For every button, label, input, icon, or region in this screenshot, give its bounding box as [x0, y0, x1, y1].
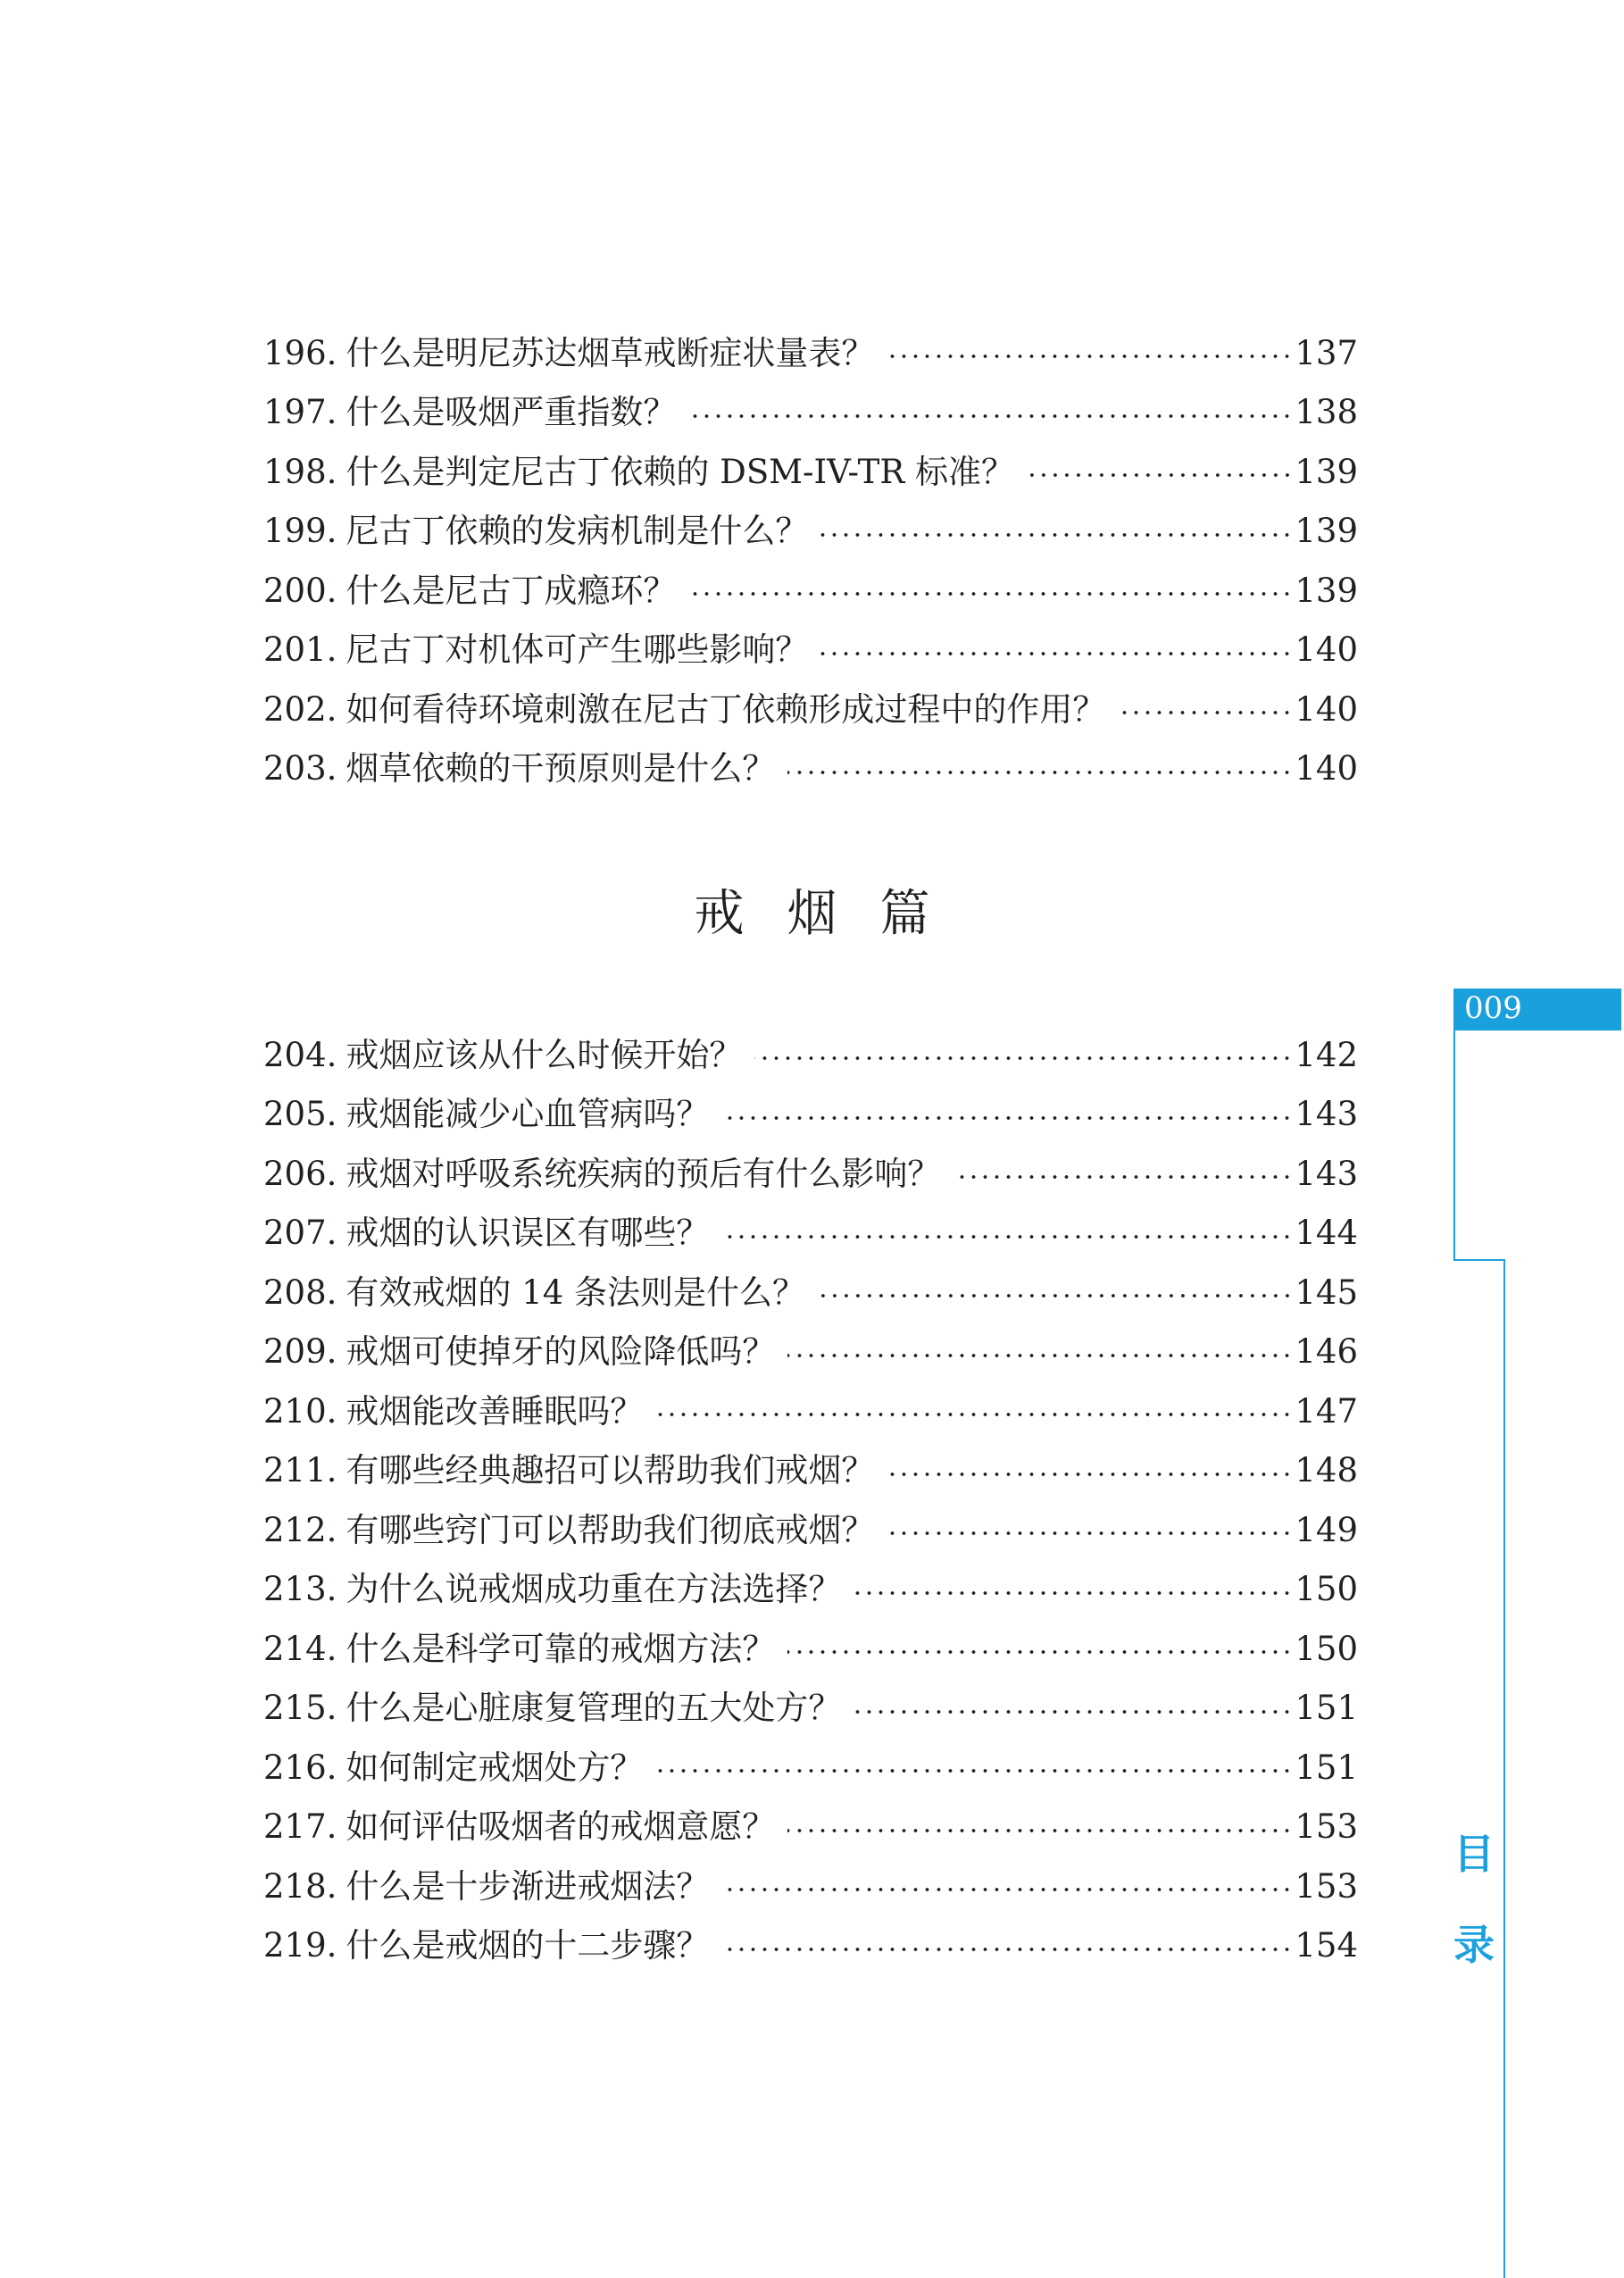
toc-entry-page: 138 [1295, 393, 1358, 432]
dot-leader [887, 1531, 1293, 1536]
toc-entry-title: 如何评估吸烟者的戒烟意愿？ [346, 1807, 776, 1847]
toc-entry-page: 137 [1295, 333, 1358, 372]
toc-entry-title: 戒烟能减少心血管病吗？ [346, 1095, 710, 1134]
dot-leader [721, 1234, 1293, 1239]
toc-entry[interactable] [263, 739, 1358, 799]
toc-entry-number: 219. [263, 1926, 337, 1965]
toc-entry-page: 146 [1295, 1332, 1358, 1372]
side-label-char: 目 [1453, 1830, 1495, 1878]
toc-entry-page: 139 [1295, 452, 1358, 491]
toc-entry-title: 什么是心脏康复管理的五大处方？ [346, 1689, 842, 1728]
toc-entry-number: 203. [263, 749, 337, 789]
toc-entry-number: 204. [263, 1035, 337, 1074]
toc-entry-title: 有哪些窍门可以帮助我们彻底戒烟？ [346, 1510, 875, 1549]
toc-entry-page: 140 [1295, 630, 1358, 670]
toc-entry[interactable] [263, 1857, 1358, 1916]
toc-entry-number: 200. [263, 571, 337, 610]
dot-leader [820, 651, 1293, 656]
toc-entry-page: 148 [1295, 1451, 1358, 1490]
toc-entry[interactable] [263, 1738, 1358, 1798]
toc-entry-number: 212. [263, 1510, 337, 1549]
toc-entry-number: 201. [263, 630, 337, 670]
toc-entry-title: 戒烟应该从什么时候开始？ [346, 1035, 743, 1074]
toc-entry-title: 尼古丁依赖的发病机制是什么？ [346, 512, 809, 551]
toc-entry-number: 211. [263, 1451, 337, 1490]
side-label-char: 录 [1453, 1921, 1495, 1969]
toc-entry-title: 戒烟的认识误区有哪些？ [346, 1214, 710, 1253]
dot-leader [854, 1709, 1293, 1715]
toc-entry[interactable] [263, 502, 1358, 562]
toc-entry-page: 139 [1295, 571, 1358, 610]
toc-entry-page: 151 [1295, 1748, 1358, 1787]
toc-entry-title: 什么是十步渐进戒烟法？ [346, 1866, 710, 1906]
toc-entry[interactable] [263, 1916, 1358, 1976]
toc-list-part2 [263, 1025, 1358, 1975]
toc-entry-page: 149 [1295, 1510, 1358, 1549]
dot-leader [787, 770, 1293, 775]
toc-entry-page: 143 [1295, 1154, 1358, 1193]
toc-entry-title: 戒烟对呼吸系统疾病的预后有什么影响？ [346, 1154, 941, 1193]
toc-entry-page: 144 [1295, 1214, 1358, 1253]
toc-entry[interactable] [263, 680, 1358, 739]
dot-leader [754, 1056, 1293, 1061]
dot-leader [1118, 710, 1293, 715]
toc-entry-number: 196. [263, 333, 337, 372]
toc-entry[interactable] [263, 1263, 1358, 1323]
toc-entry-page: 153 [1295, 1866, 1358, 1906]
dot-leader [787, 1828, 1293, 1833]
toc-entry-number: 210. [263, 1391, 337, 1431]
toc-entry[interactable] [263, 1381, 1358, 1441]
tab-border-line [1453, 1259, 1505, 1261]
toc-entry-number: 197. [263, 393, 337, 432]
toc-entry[interactable] [263, 1441, 1358, 1501]
toc-entry-page: 154 [1295, 1926, 1358, 1965]
toc-entry-title: 有效戒烟的 14 条法则是什么？ [346, 1273, 805, 1312]
section-heading: 戒烟篇 [694, 885, 973, 943]
toc-entry-title: 如何看待环境刺激在尼古丁依赖形成过程中的作用？ [346, 689, 1106, 729]
toc-entry-title: 烟草依赖的干预原则是什么？ [346, 749, 776, 789]
toc-entry-number: 205. [263, 1095, 337, 1134]
dot-leader [787, 1649, 1293, 1655]
toc-entry-number: 215. [263, 1689, 337, 1728]
toc-entry-number: 199. [263, 512, 337, 551]
toc-entry-page: 153 [1295, 1807, 1358, 1847]
page-number: 009 [1464, 990, 1522, 1026]
toc-entry[interactable] [263, 1560, 1358, 1620]
toc-entry-title: 为什么说戒烟成功重在方法选择？ [346, 1570, 842, 1609]
toc-entry-title: 什么是尼古丁成瘾环？ [346, 571, 677, 610]
toc-entry-page: 143 [1295, 1095, 1358, 1134]
toc-entry-title: 什么是科学可靠的戒烟方法？ [346, 1629, 776, 1668]
toc-entry-number: 218. [263, 1866, 337, 1906]
dot-leader [1027, 472, 1293, 478]
toc-entry[interactable] [263, 1204, 1358, 1264]
toc-entry[interactable] [263, 1025, 1358, 1085]
toc-entry-title: 什么是戒烟的十二步骤？ [346, 1926, 710, 1965]
toc-entry[interactable] [263, 1085, 1358, 1145]
toc-entry-page: 142 [1295, 1035, 1358, 1074]
toc-entry-title: 什么是吸烟严重指数？ [346, 393, 677, 432]
dot-leader [688, 591, 1293, 597]
toc-entry[interactable] [263, 1679, 1358, 1739]
dot-leader [887, 1472, 1293, 1477]
toc-entry-number: 209. [263, 1332, 337, 1372]
toc-entry-title: 戒烟可使掉牙的风险降低吗？ [346, 1332, 776, 1372]
dot-leader [854, 1590, 1293, 1596]
toc-entry-page: 140 [1295, 749, 1358, 789]
toc-entry-number: 213. [263, 1570, 337, 1609]
toc-entry-page: 150 [1295, 1629, 1358, 1668]
dot-leader [818, 1293, 1293, 1298]
toc-entry-number: 214. [263, 1629, 337, 1668]
dot-leader [688, 413, 1293, 419]
toc-entry-number: 202. [263, 689, 337, 729]
toc-entry[interactable] [263, 1323, 1358, 1382]
toc-entry-page: 145 [1295, 1273, 1358, 1312]
toc-entry-number: 206. [263, 1154, 337, 1193]
dot-leader [721, 1947, 1293, 1952]
toc-entry-title: 什么是判定尼古丁依赖的 DSM-IV-TR 标准？ [346, 452, 1014, 491]
toc-entry-number: 217. [263, 1807, 337, 1847]
tab-border-line [1453, 1031, 1455, 1261]
dot-leader [655, 1768, 1293, 1773]
toc-entry-title: 有哪些经典趣招可以帮助我们戒烟？ [346, 1451, 875, 1490]
dot-leader [887, 354, 1293, 359]
toc-entry[interactable] [263, 323, 1358, 383]
toc-entry[interactable] [263, 1144, 1358, 1204]
toc-entry-page: 140 [1295, 689, 1358, 729]
toc-entry-number: 207. [263, 1214, 337, 1253]
toc-entry-page: 151 [1295, 1689, 1358, 1728]
toc-entry-page: 150 [1295, 1570, 1358, 1609]
toc-entry-title: 如何制定戒烟处方？ [346, 1748, 644, 1787]
dot-leader [787, 1353, 1293, 1358]
toc-entry[interactable] [263, 1798, 1358, 1857]
dot-leader [721, 1887, 1293, 1892]
toc-entry-title: 什么是明尼苏达烟草戒断症状量表？ [346, 333, 875, 372]
dot-leader [953, 1174, 1293, 1180]
toc-entry[interactable] [263, 621, 1358, 680]
toc-entry[interactable] [263, 442, 1358, 502]
toc-entry-title: 尼古丁对机体可产生哪些影响？ [346, 630, 809, 670]
toc-list-part1 [263, 323, 1358, 798]
toc-entry[interactable] [263, 383, 1358, 443]
toc-entry-title: 戒烟能改善睡眠吗？ [346, 1391, 644, 1431]
toc-entry-number: 198. [263, 452, 337, 491]
dot-leader [655, 1412, 1293, 1417]
toc-entry-number: 216. [263, 1748, 337, 1787]
toc-entry[interactable] [263, 1619, 1358, 1679]
margin-rule [1503, 1259, 1505, 2278]
toc-entry-number: 208. [263, 1273, 337, 1312]
dot-leader [820, 532, 1293, 538]
toc-entry-page: 139 [1295, 512, 1358, 551]
toc-entry[interactable] [263, 1500, 1358, 1560]
toc-entry[interactable] [263, 561, 1358, 621]
toc-entry-page: 147 [1295, 1391, 1358, 1431]
dot-leader [721, 1115, 1293, 1121]
